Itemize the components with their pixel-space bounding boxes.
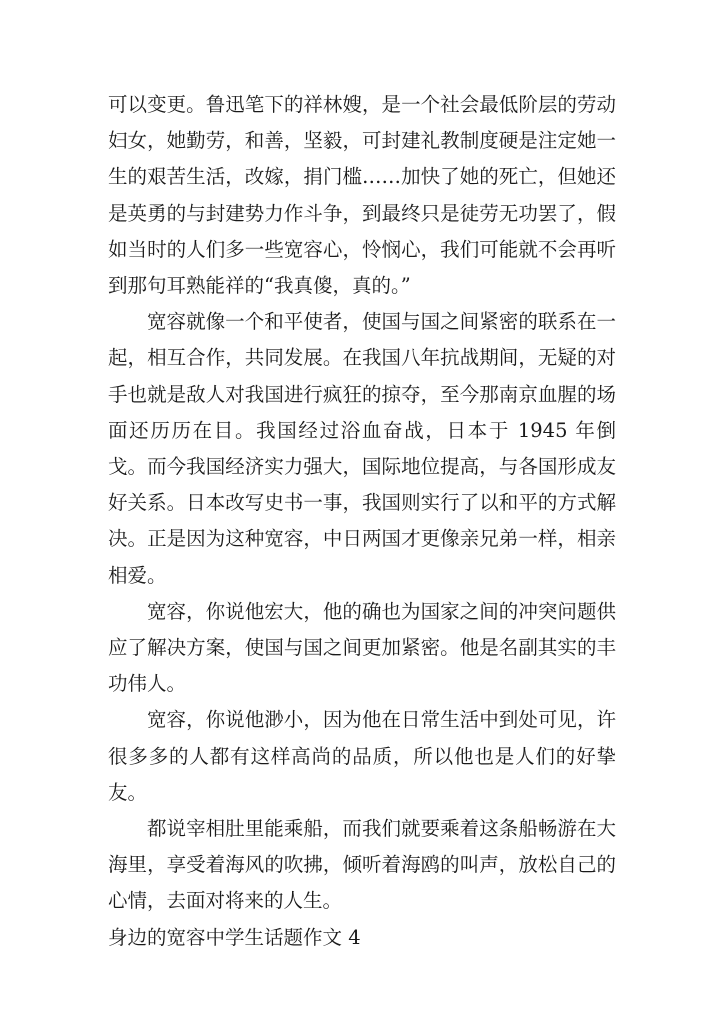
paragraph-small: 宽容，你说他渺小，因为他在日常生活中到处可见，许很多多的人都有这样高尚的品质，所以他也是人们的好挚友。: [108, 708, 616, 804]
essay-heading: 身边的宽容中学生话题作文 4: [108, 925, 361, 949]
essay-body: [108, 87, 616, 956]
paragraph-continuation: 可以变更。鲁迅笔下的祥林嫂，是一个社会最低阶层的劳动妇女，她勤劳，和善，坚毅，可封建礼教制度硬是注定她一生的艰苦生活，改嫁，捐门槛……加快了她的死亡，但她还是英勇的与封建势力作斗争，到最终只是徒劳无功罢了，假如当时的人们多一些宽容心，怜悯心，我们可能就不会再听到那句耳熟能祥的“我真傻，真的。”: [108, 93, 616, 298]
paragraph-grand: 宽容，你说他宏大，他的确也为国家之间的冲突问题供应了解决方案，使国与国之间更加紧密。他是名副其实的丰功伟人。: [108, 599, 616, 696]
paragraph-sailing: 都说宰相肚里能乘船，而我们就要乘着这条船畅游在大海里，享受着海风的吹拂，倾听着海鸥的叫声，放松自己的心情，去面对将来的人生。: [108, 817, 616, 913]
paragraph-peace-envoy: 宽容就像一个和平使者，使国与国之间紧密的联系在一起，相互合作，共同发展。在我国八年抗战期间，无疑的对手也就是敌人对我国进行疯狂的掠夺，至今那南京血腥的场面还历历在目。我国经过浴血奋战，日本于 1945 年倒戈。而今我国经济实力强大，国际地位提高，与各国形成友好关系。日本改写史书一事，我国则实行了以和平的方式解决。正是因为这种宽容，中日两国才更像亲兄弟一样，相亲相爱。: [108, 310, 616, 587]
